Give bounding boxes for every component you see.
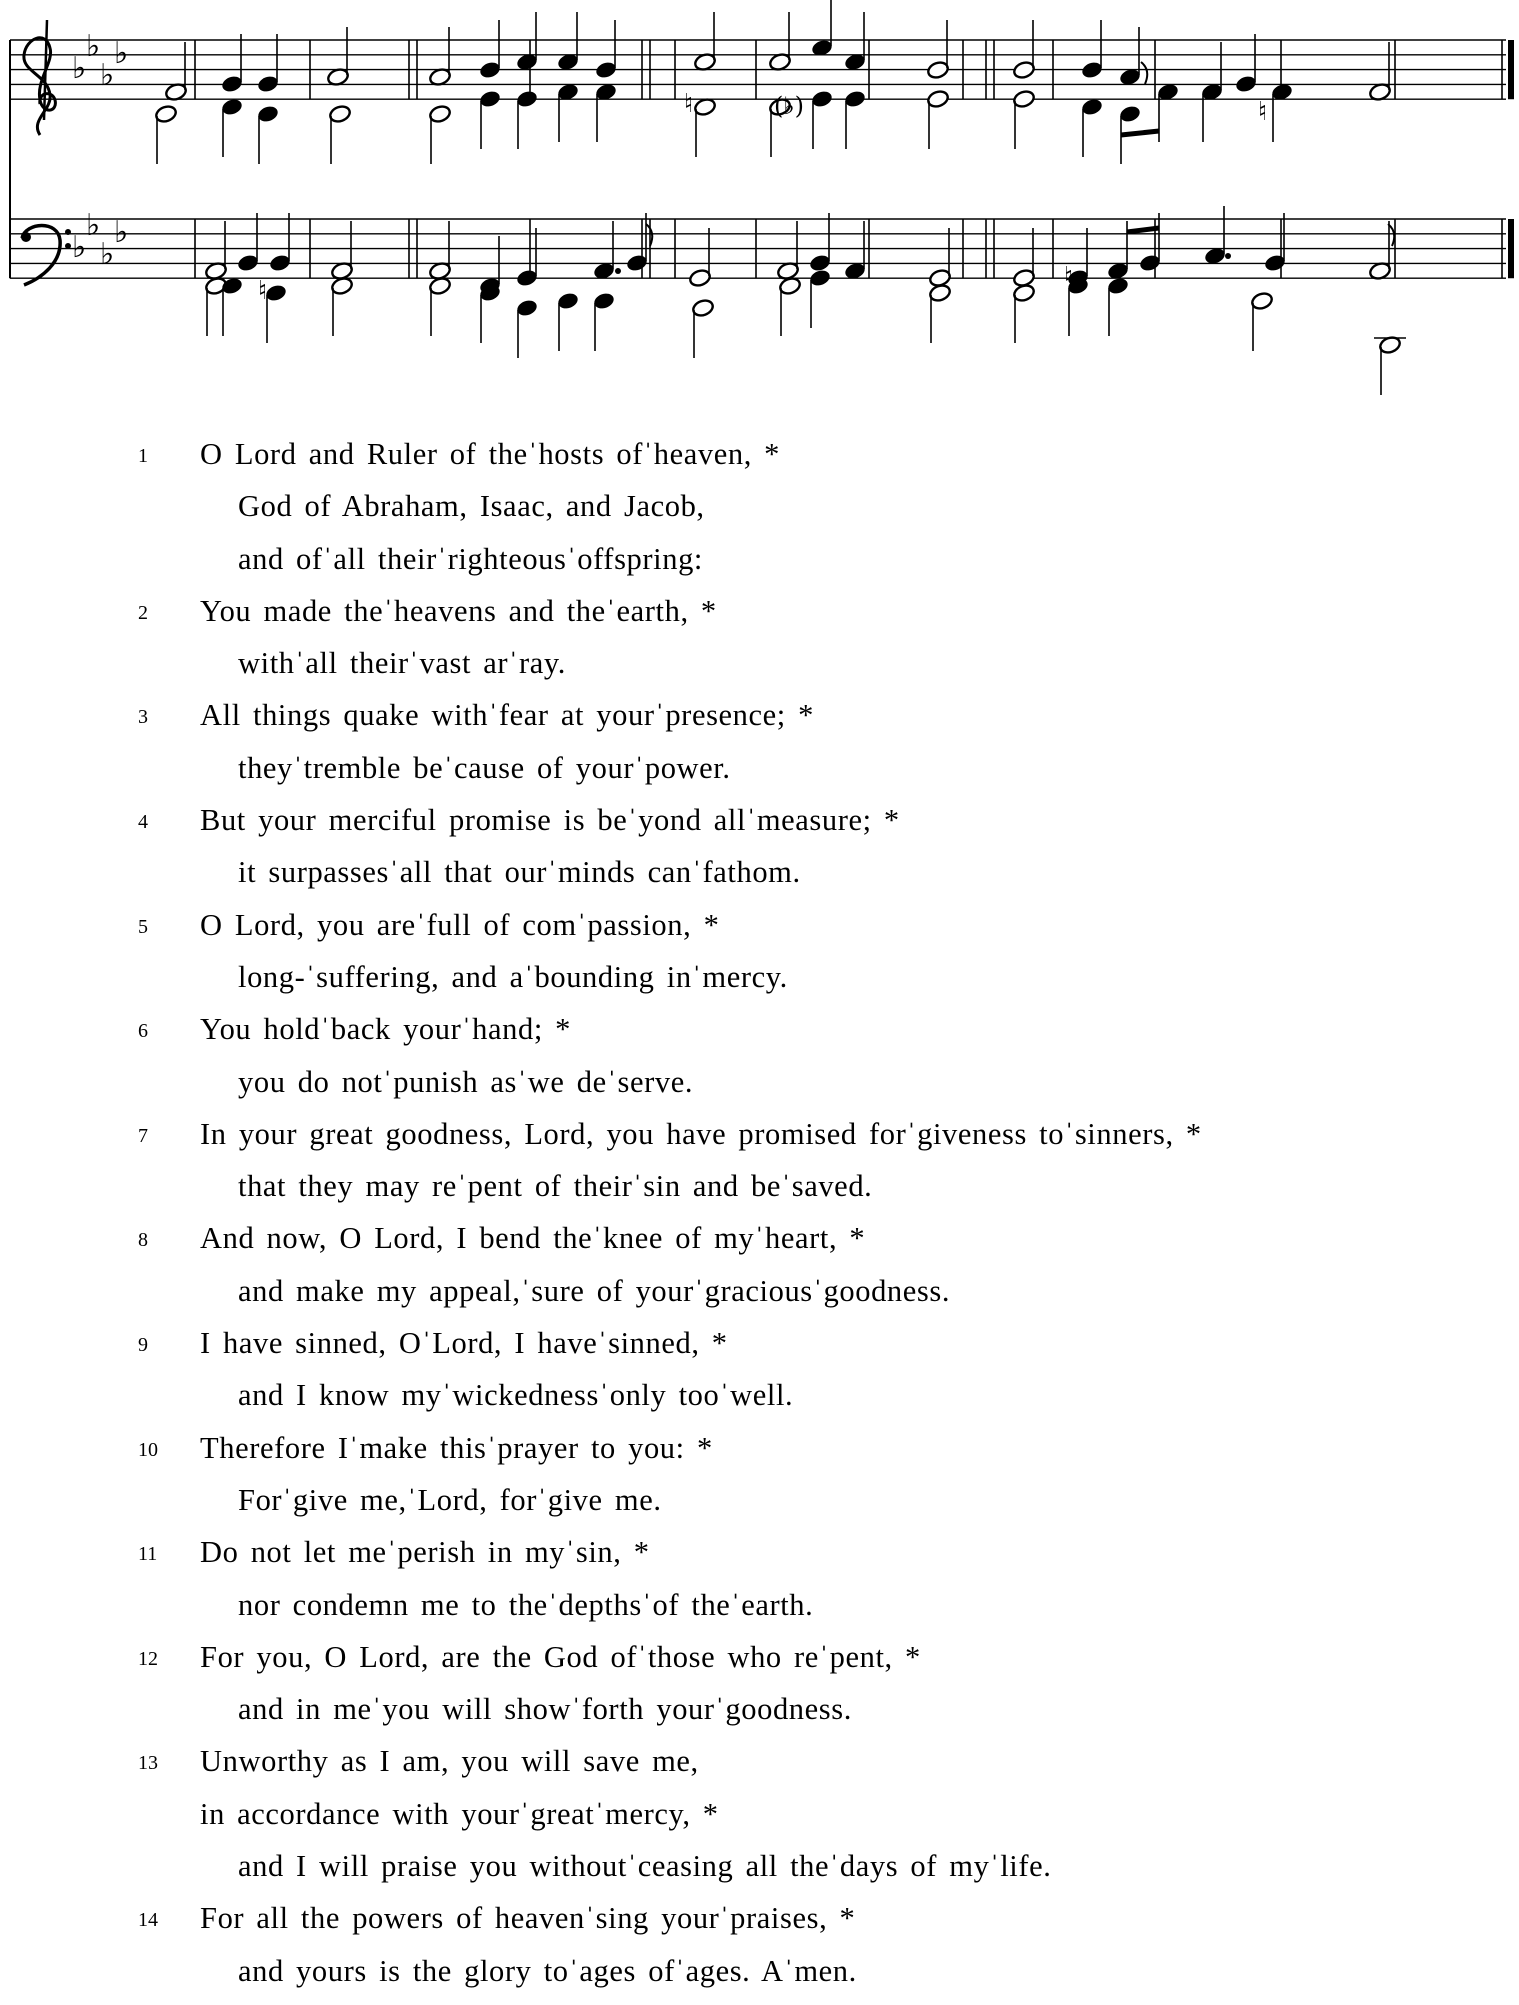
- verse-number: 1: [138, 445, 148, 467]
- verse-line: [0, 1526, 1519, 1578]
- augmentation-dot: [615, 268, 621, 274]
- verse-text: O Lord, you areˈfull of comˈpassion, *: [200, 907, 720, 942]
- notes: [154, 0, 1406, 395]
- natural-icon: ♮: [1064, 262, 1074, 292]
- verse-line: [0, 428, 1519, 480]
- verse-line: [0, 1317, 1519, 1369]
- chant-score: [0, 0, 1519, 410]
- verse-text: Forˈgive me,ˈLord, forˈgive me.: [238, 1482, 662, 1517]
- verse-line: [0, 1788, 1519, 1840]
- verse-text: Do not let meˈperish in myˈsin, *: [200, 1535, 650, 1570]
- verse-line: [0, 1108, 1519, 1160]
- verse-line: [0, 1369, 1519, 1421]
- verse-number: 8: [138, 1229, 148, 1252]
- verse-number: 13: [138, 1752, 158, 1775]
- flat-icon: ♭: [100, 58, 115, 93]
- eighth-flag: [646, 224, 652, 246]
- verse-line: [0, 1422, 1519, 1474]
- verse-number: 4: [138, 811, 148, 834]
- verse-number: 2: [138, 601, 148, 624]
- verse-line: [0, 794, 1519, 846]
- verse-text: I have sinned, OˈLord, I haveˈsinned, *: [200, 1326, 728, 1361]
- natural-icon: ♮: [258, 276, 268, 306]
- barlines: [10, 40, 1511, 278]
- verse-number: 12: [138, 1647, 158, 1670]
- verse-line: [0, 637, 1519, 689]
- verse-number: 7: [138, 1124, 148, 1147]
- verse-line: [0, 480, 1519, 532]
- augmentation-dot: [1225, 253, 1231, 259]
- verse-line: [0, 1265, 1519, 1317]
- verse-text: O Lord and Ruler of theˈhosts ofˈheaven, *: [200, 437, 781, 471]
- verse-text: theyˈtremble beˈcause of yourˈpower.: [238, 750, 731, 785]
- eighth-flag: [1141, 62, 1147, 84]
- verse-text: For you, O Lord, are the God ofˈthose who reˈpent, *: [200, 1639, 921, 1674]
- verse-line: [0, 1160, 1519, 1212]
- flat-icon: ♭: [86, 208, 101, 243]
- verse-text: You holdˈback yourˈhand; *: [200, 1012, 571, 1047]
- verse-number: 3: [138, 706, 148, 729]
- verse-line: [0, 1945, 1519, 1997]
- verse-text: In your great goodness, Lord, you have promised forˈgiveness toˈsinners, *: [200, 1116, 1202, 1151]
- verse-line: [0, 1735, 1519, 1787]
- bass-clef-dot: [65, 243, 71, 249]
- verse-text: and I will praise you withoutˈceasing all theˈdays of myˈlife.: [238, 1849, 1052, 1884]
- verse-text: and make my appeal,ˈsure of yourˈgraciousˈgoodness.: [238, 1273, 951, 1308]
- treble-clef-icon: [24, 38, 56, 135]
- natural-icon: ♮: [684, 89, 694, 119]
- verse-text: But your merciful promise is beˈyond allˈmeasure; *: [200, 803, 900, 838]
- verse-text: All things quake withˈfear at yourˈpresence; *: [200, 698, 814, 733]
- verse-text: and ofˈall theirˈrighteousˈoffspring:: [238, 541, 703, 576]
- flat-icon: ♭: [114, 36, 129, 71]
- verse-text: Therefore Iˈmake thisˈprayer to you: *: [200, 1430, 713, 1465]
- verse-line: [0, 1579, 1519, 1631]
- verse-text: and I know myˈwickednessˈonly tooˈwell.: [238, 1378, 794, 1413]
- verse-text: and in meˈyou will showˈforth yourˈgoodness.: [238, 1692, 852, 1727]
- verse-text: You made theˈheavens and theˈearth, *: [200, 593, 717, 628]
- courtesy-flat: (♭): [774, 92, 805, 120]
- verse-line: [0, 1631, 1519, 1683]
- verse-line: [0, 1683, 1519, 1735]
- flat-icon: ♭: [100, 237, 115, 272]
- verse-number: 9: [138, 1334, 148, 1357]
- verse-line: [0, 1840, 1519, 1892]
- verse-text: it surpassesˈall that ourˈminds canˈfathom.: [238, 855, 801, 890]
- verse-number: 11: [138, 1543, 158, 1566]
- verse-text: For all the powers of heavenˈsing yourˈpraises, *: [200, 1901, 856, 1936]
- verse-line: [0, 742, 1519, 794]
- verse-number: 5: [138, 915, 148, 938]
- verse-line: [0, 899, 1519, 951]
- verse-line: [0, 689, 1519, 741]
- verse-text: long-ˈsuffering, and aˈbounding inˈmercy.: [238, 959, 788, 994]
- verse-text: And now, O Lord, I bend theˈknee of myˈheart, *: [200, 1221, 866, 1256]
- verse-text: you do notˈpunish asˈwe deˈserve.: [238, 1064, 694, 1099]
- verse-line: [0, 585, 1519, 637]
- verse-number: 14: [138, 1909, 158, 1932]
- bass-clef-dot: [65, 229, 71, 235]
- verse-number: 10: [138, 1438, 158, 1461]
- verse-line: [0, 1892, 1519, 1944]
- verse-line: [0, 1003, 1519, 1055]
- bass-clef-dot: [21, 232, 31, 242]
- verse-line: [0, 951, 1519, 1003]
- verse-number: 6: [138, 1020, 148, 1043]
- psalm-verses: [0, 428, 1519, 1997]
- beam: [1121, 131, 1159, 135]
- flat-icon: ♭: [72, 51, 87, 86]
- verse-line: [0, 846, 1519, 898]
- verse-text: Unworthy as I am, you will save me,: [200, 1744, 699, 1779]
- verse-text: nor condemn me to theˈdepthsˈof theˈearth.: [238, 1587, 814, 1622]
- verse-text: God of Abraham, Isaac, and Jacob,: [238, 489, 705, 524]
- verse-line: [0, 1212, 1519, 1264]
- flat-icon: ♭: [114, 215, 129, 250]
- verse-text: that they may reˈpent of theirˈsin and beˈsaved.: [238, 1169, 873, 1204]
- verse-line: [0, 1056, 1519, 1108]
- verse-text: and yours is the glory toˈages ofˈages. Aˈmen.: [238, 1953, 857, 1988]
- verse-line: [0, 533, 1519, 585]
- flat-icon: ♭: [72, 230, 87, 265]
- verse-text: in accordance with yourˈgreatˈmercy, *: [200, 1796, 719, 1831]
- verse-text: withˈall theirˈvast arˈray.: [238, 646, 566, 681]
- flat-icon: ♭: [86, 29, 101, 64]
- natural-icon: ♮: [1258, 97, 1268, 127]
- verse-line: [0, 1474, 1519, 1526]
